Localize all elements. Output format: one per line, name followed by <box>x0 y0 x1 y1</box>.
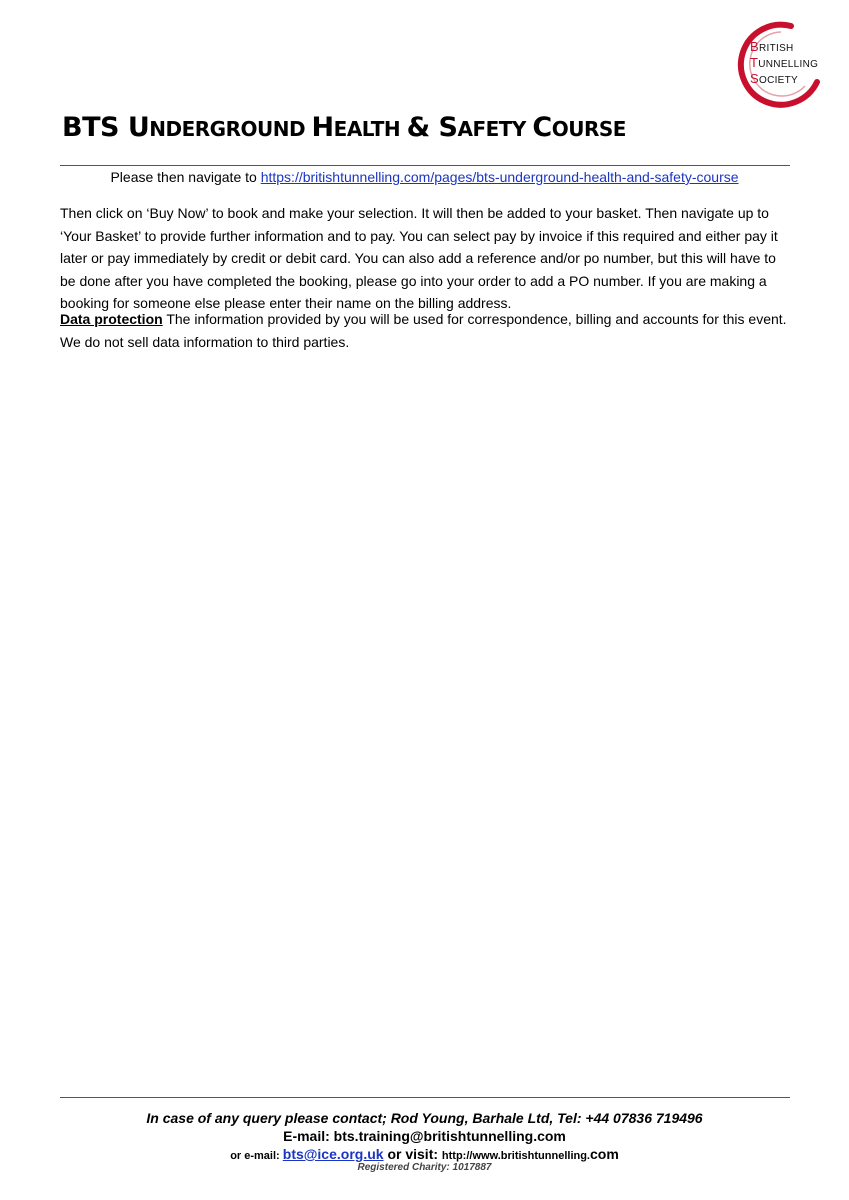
title-divider <box>60 165 790 166</box>
logo-line-british: BRITISH <box>750 39 794 54</box>
website-text: http://www.britishtunnelling. <box>441 1150 590 1162</box>
course-page-link[interactable]: https://britishtunnelling.com/pages/bts-underground-health-and-safety-course <box>260 169 739 185</box>
alt-email-link[interactable]: bts@ice.org.uk <box>282 1146 384 1162</box>
logo-line-society: SOCIETY <box>750 71 799 86</box>
page-title: BTS UNDERGROUND HEALTH & SAFETY COURSE <box>62 112 626 143</box>
footer-contact: In case of any query please contact; Rod Young, Barhale Ltd, Tel: +44 07836 719496 <box>146 1110 703 1126</box>
navigate-instruction: Please then navigate to https://britishtunnelling.com/pages/bts-underground-health-and-safety-course <box>110 169 739 185</box>
data-protection-label: Data protection <box>60 311 163 327</box>
logo-line-tunnelling: TUNNELLING <box>750 55 819 70</box>
booking-instructions: Then click on ‘Buy Now’ to book and make your selection. It will then be added to your basket. Then navigate up to ‘Your Basket’ to provide further information and to pay. You can select pay by invoice if this required and either pay it later or pay immediately by credit or debit card. You can also add a reference and/or po number, but this will have to be done after you have completed the booking, please go into your order to add a PO number. If you are making a booking for someone else please enter their name on the billing address. <box>60 205 778 311</box>
logo-text <box>750 40 830 88</box>
footer-divider <box>60 1097 790 1098</box>
footer-alt-contact: or e-mail: bts@ice.org.uk or visit: http://www.britishtunnelling.com <box>230 1146 619 1162</box>
registered-charity: Registered Charity: 1017887 <box>357 1162 492 1173</box>
footer-email: E-mail: bts.training@britishtunnelling.com <box>283 1128 566 1144</box>
bts-logo <box>733 20 825 112</box>
data-protection-paragraph: Data protection The information provided by you will be used for correspondence, billing and accounts for this event. We do not sell data information to third parties. <box>60 311 787 350</box>
